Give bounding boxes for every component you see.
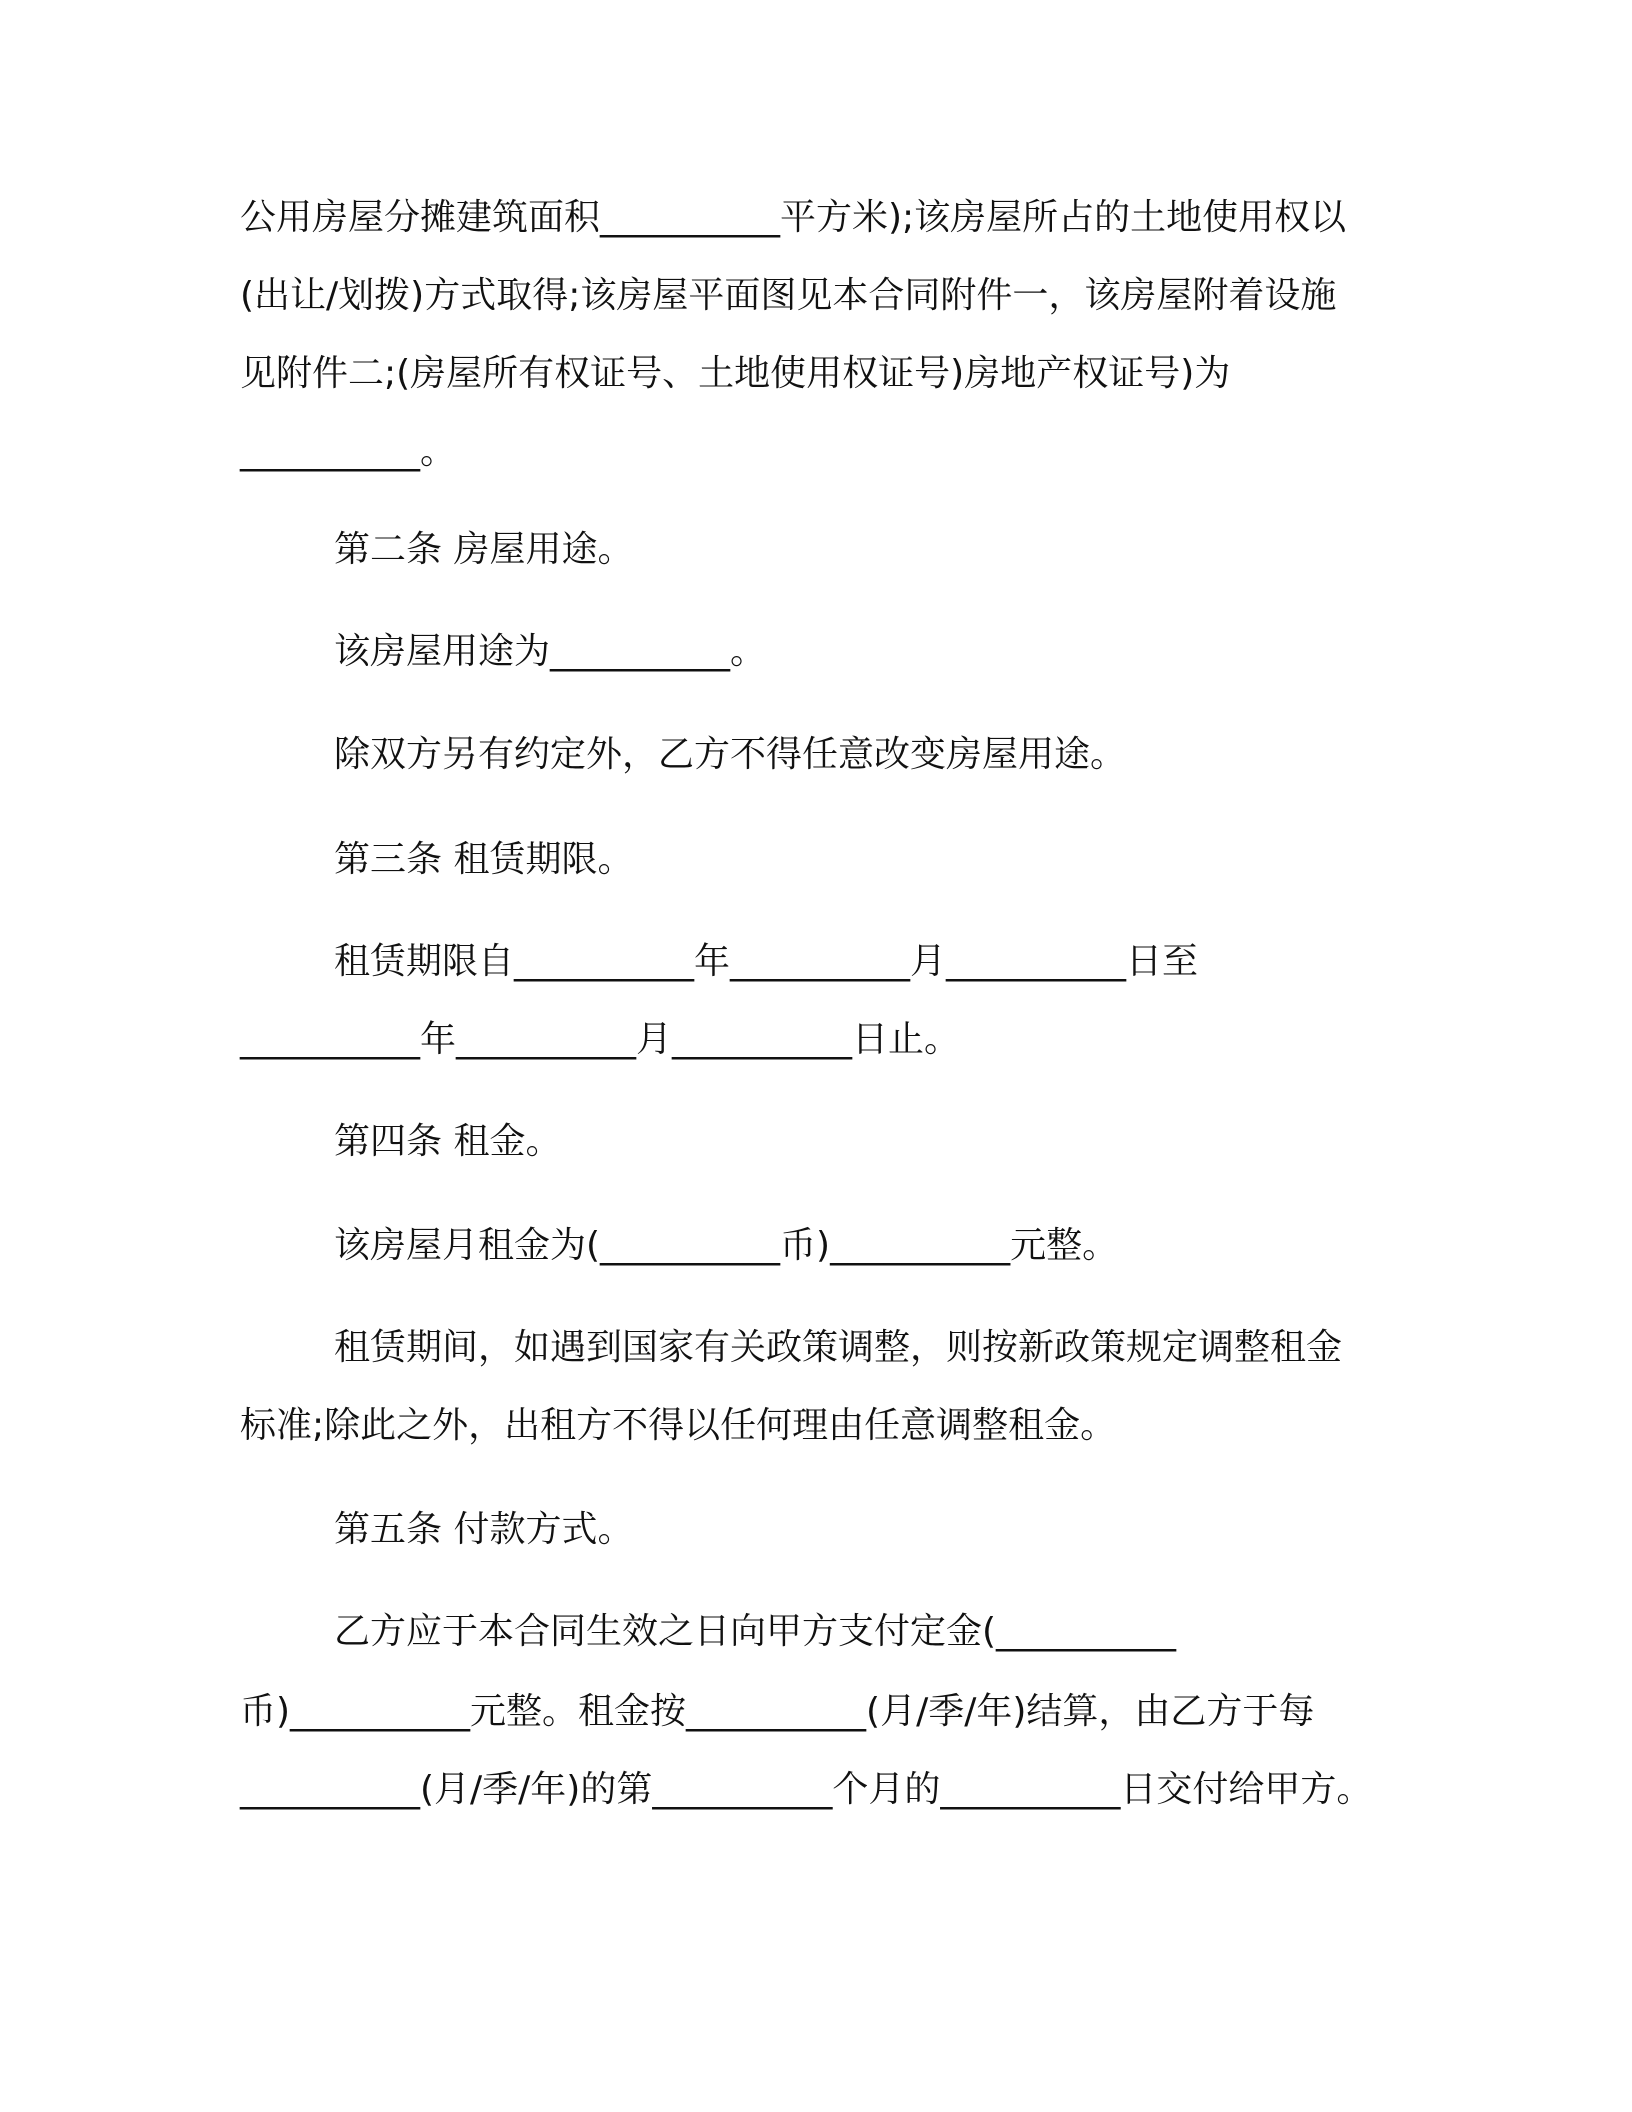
text-line-1: 公用房屋分摊建筑面积__________平方米);该房屋所占的土地使用权以	[240, 197, 1347, 238]
text-line-13: 租赁期间，如遇到国家有关政策调整，则按新政策规定调整租金	[334, 1327, 1343, 1368]
text-line-17: 币)__________元整。租金按__________(月/季/年)结算，由乙方于每	[240, 1691, 1315, 1732]
text-line-14: 标准;除此之外，出租方不得以任何理由任意调整租金。	[240, 1405, 1117, 1446]
section-heading-4: 第四条 租金。	[334, 1121, 562, 1162]
section-heading-2: 第二条 房屋用途。	[334, 529, 634, 570]
text-line-6: 该房屋用途为__________。	[334, 631, 767, 672]
text-line-7: 除双方另有约定外，乙方不得任意改变房屋用途。	[334, 734, 1127, 775]
section-heading-3: 第三条 租赁期限。	[334, 839, 634, 880]
text-line-2: (出让/划拨)方式取得;该房屋平面图见本合同附件一，该房屋附着设施	[240, 275, 1337, 316]
section-heading-5: 第五条 付款方式。	[334, 1509, 634, 1550]
text-line-16: 乙方应于本合同生效之日向甲方支付定金(__________	[334, 1611, 1177, 1652]
text-line-4: __________。	[240, 431, 457, 472]
text-line-12: 该房屋月租金为(__________币)__________元整。	[334, 1225, 1119, 1266]
text-line-9: 租赁期限自__________年__________月__________日至	[334, 941, 1199, 982]
text-line-3: 见附件二;(房屋所有权证号、土地使用权证号)房地产权证号)为	[240, 353, 1231, 394]
text-line-10: __________年__________月__________日止。	[240, 1019, 961, 1060]
text-line-18: __________(月/季/年)的第__________个月的__________日交付给甲方。	[240, 1769, 1373, 1810]
